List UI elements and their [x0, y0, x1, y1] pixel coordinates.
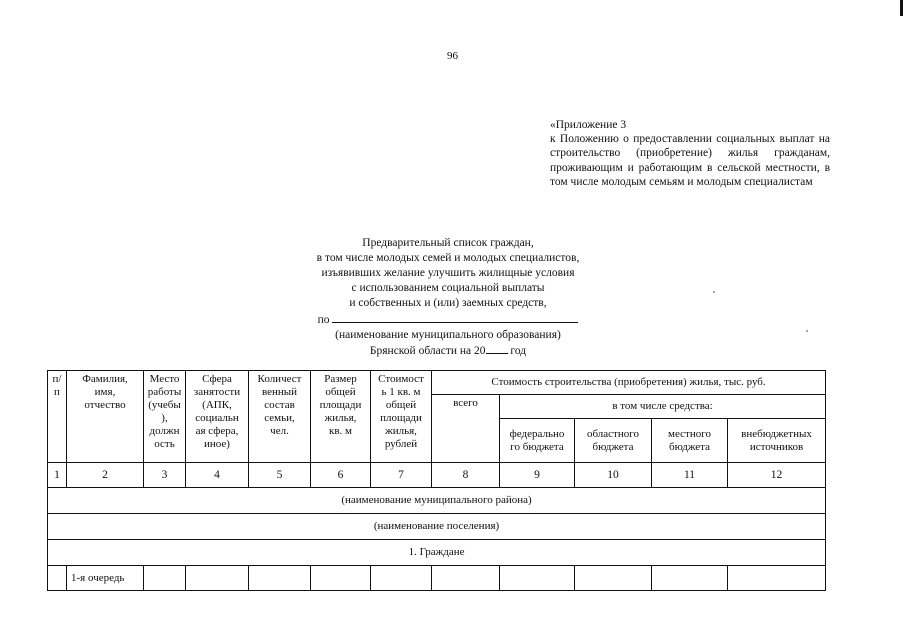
table-cell — [371, 566, 432, 591]
column-number: 1 — [48, 463, 67, 488]
table-cell — [728, 566, 826, 591]
header-cost: Стоимость строительства (приобретения) жилья, тыс. руб. — [432, 371, 826, 395]
year-blank — [486, 343, 508, 354]
header-work: Место работы (учебы ), должн ость — [144, 371, 186, 463]
header-local: местного бюджета — [652, 419, 728, 463]
table-cell — [249, 566, 311, 591]
district-row: (наименование муниципального района) — [48, 488, 826, 514]
region-year-line — [293, 343, 603, 359]
scan-speck — [713, 291, 715, 293]
header-family: Количест венный состав семьи, чел. — [249, 371, 311, 463]
page-number: 96 — [447, 50, 458, 62]
column-number: 8 — [432, 463, 500, 488]
column-number: 7 — [371, 463, 432, 488]
column-number: 9 — [500, 463, 575, 488]
page-edge-mark — [900, 0, 903, 16]
region-suffix: год — [510, 345, 527, 357]
fill-prefix: по — [317, 314, 330, 326]
column-number: 12 — [728, 463, 826, 488]
appendix-body: к Положению о предоставлении социальных выплат на строительство (приобретение) жилья гражданам, проживающим и работающим в сельской местности, в том числе молодым семьям и молодым специалистам — [550, 133, 830, 188]
column-number: 10 — [575, 463, 652, 488]
header-total: всего — [432, 395, 500, 463]
header-federal: федерально го бюджета — [500, 419, 575, 463]
column-number: 5 — [249, 463, 311, 488]
document-title — [293, 236, 603, 359]
region-prefix: Брянской области на 20 — [369, 345, 486, 357]
header-area: Размер общей площади жилья, кв. м — [311, 371, 371, 463]
column-number: 11 — [652, 463, 728, 488]
column-number: 2 — [67, 463, 144, 488]
table-cell — [500, 566, 575, 591]
category-row: 1. Граждане — [48, 540, 826, 566]
header-sphere: Сфера занятости (АПК, социальн ая сфера, иное) — [186, 371, 249, 463]
settlement-row: (наименование поселения) — [48, 514, 826, 540]
table-cell — [432, 566, 500, 591]
title-line-4: с использованием социальной выплаты — [351, 282, 545, 294]
header-regional: областного бюджета — [575, 419, 652, 463]
header-offbudget: внебюджетных источников — [728, 419, 826, 463]
table-cell — [311, 566, 371, 591]
column-number: 3 — [144, 463, 186, 488]
table-cell — [48, 566, 67, 591]
title-line-5: и собственных и (или) заемных средств, — [349, 297, 547, 309]
header-num: п/ п — [48, 371, 67, 463]
scan-speck — [806, 330, 808, 332]
column-number: 4 — [186, 463, 249, 488]
table-cell — [652, 566, 728, 591]
first-queue-cell: 1-я очередь — [67, 566, 144, 591]
table-cell — [575, 566, 652, 591]
municipality-blank — [332, 311, 578, 323]
appendix-note — [550, 118, 830, 189]
municipality-fill-line — [293, 311, 603, 328]
table-cell — [144, 566, 186, 591]
column-number: 6 — [311, 463, 371, 488]
title-line-3: изъявивших желание улучшить жилищные условия — [321, 267, 575, 279]
citizens-list-table — [47, 370, 826, 591]
header-including: в том числе средства: — [500, 395, 826, 419]
header-name: Фамилия, имя, отчество — [67, 371, 144, 463]
appendix-heading: «Приложение 3 — [550, 119, 627, 131]
municipality-caption: (наименование муниципального образования) — [335, 329, 561, 341]
title-line-2: в том числе молодых семей и молодых специалистов, — [316, 252, 580, 264]
header-price: Стоимост ь 1 кв. м общей площади жилья, рублей — [371, 371, 432, 463]
table-cell — [186, 566, 249, 591]
title-line-1: Предварительный список граждан, — [362, 237, 534, 249]
